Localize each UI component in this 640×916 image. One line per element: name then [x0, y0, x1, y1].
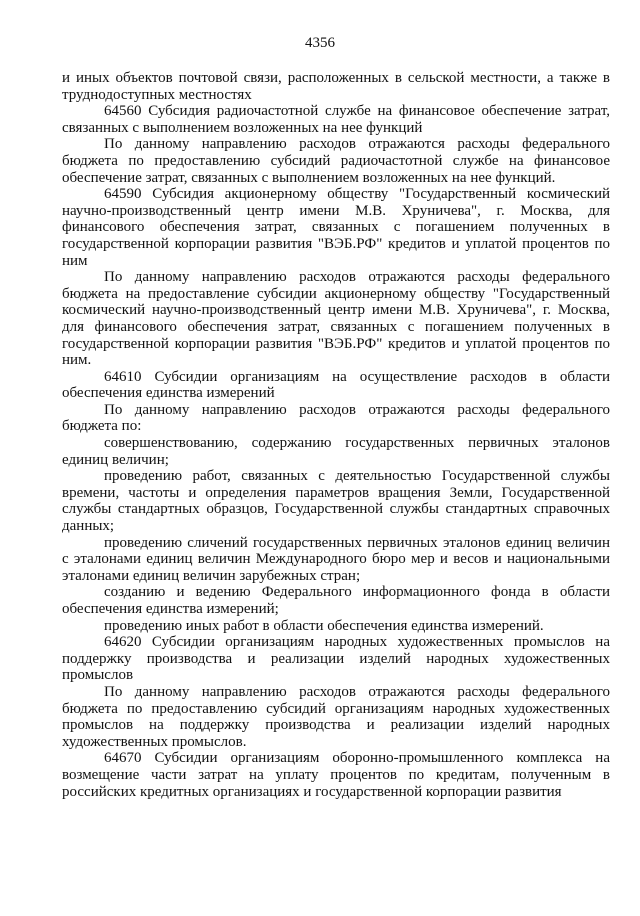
paragraph: 64620 Субсидии организациям народных художественных промыслов на поддержку производства и реализации изделий народных художественных промыслов [62, 634, 610, 684]
paragraph: созданию и ведению Федерального информационного фонда в области обеспечения единства измерений; [62, 584, 610, 617]
paragraph: По данному направлению расходов отражаются расходы федерального бюджета по: [62, 401, 610, 435]
page-number: 4356 [305, 35, 335, 51]
paragraph: 64670 Субсидии организациям оборонно-промышленного комплекса на возмещение части затрат на уплату процентов по кредитам, полученным в российских кредитных организациях и государственной корпорации развития [62, 750, 610, 800]
paragraph: 64560 Субсидия радиочастотной службе на финансовое обеспечение затрат, связанных с выполнением возложенных на нее функций [62, 103, 610, 136]
paragraph: совершенствованию, содержанию государственных первичных эталонов единиц величин; [62, 435, 610, 468]
paragraph: По данному направлению расходов отражаются расходы федерального бюджета на предоставление субсидии акционерному обществу "Государственный космический научно-производственный центр имени М.В. Хруничева", г. Москва, для финансового обеспечения затрат, связанных с погашением полученных в государственной корпорации развития "ВЭБ.РФ" кредитов и уплатой процентов по ним. [62, 269, 610, 369]
paragraph: проведению иных работ в области обеспечения единства измерений. [104, 617, 544, 634]
paragraph: проведению сличений государственных первичных эталонов единиц величин с эталонами единиц величин Международного бюро мер и весов и национальными эталонами единиц величин зарубежных стран; [62, 534, 610, 584]
paragraph: 64590 Субсидия акционерному обществу "Государственный космический научно-производственный центр имени М.В. Хруничева", г. Москва, для финансового обеспечения затрат, связанных с погашением полученных в государственной корпорации развития "ВЭБ.РФ" кредитов и уплатой процентов по ним [62, 186, 610, 269]
paragraph: По данному направлению расходов отражаются расходы федерального бюджета по предоставлению субсидий организациям народных художественных промыслов на поддержку производства и реализации изделий народных художественных промыслов. [62, 683, 610, 750]
paragraph: 64610 Субсидии организациям на осуществление расходов в области обеспечения единства измерений [62, 368, 610, 402]
document-body [62, 70, 610, 800]
paragraph: проведению работ, связанных с деятельностью Государственной службы времени, частоты и определения параметров вращения Земли, Государственной службы стандартных образцов, Государственной службы стандартных справочных данных; [62, 468, 610, 535]
paragraph: По данному направлению расходов отражаются расходы федерального бюджета по предоставлению субсидий радиочастотной службе на финансовое обеспечение затрат, связанных с выполнением возложенных на нее функций. [62, 136, 610, 186]
paragraph: и иных объектов почтовой связи, расположенных в сельской местности, а также в труднодоступных местностях [62, 70, 610, 103]
